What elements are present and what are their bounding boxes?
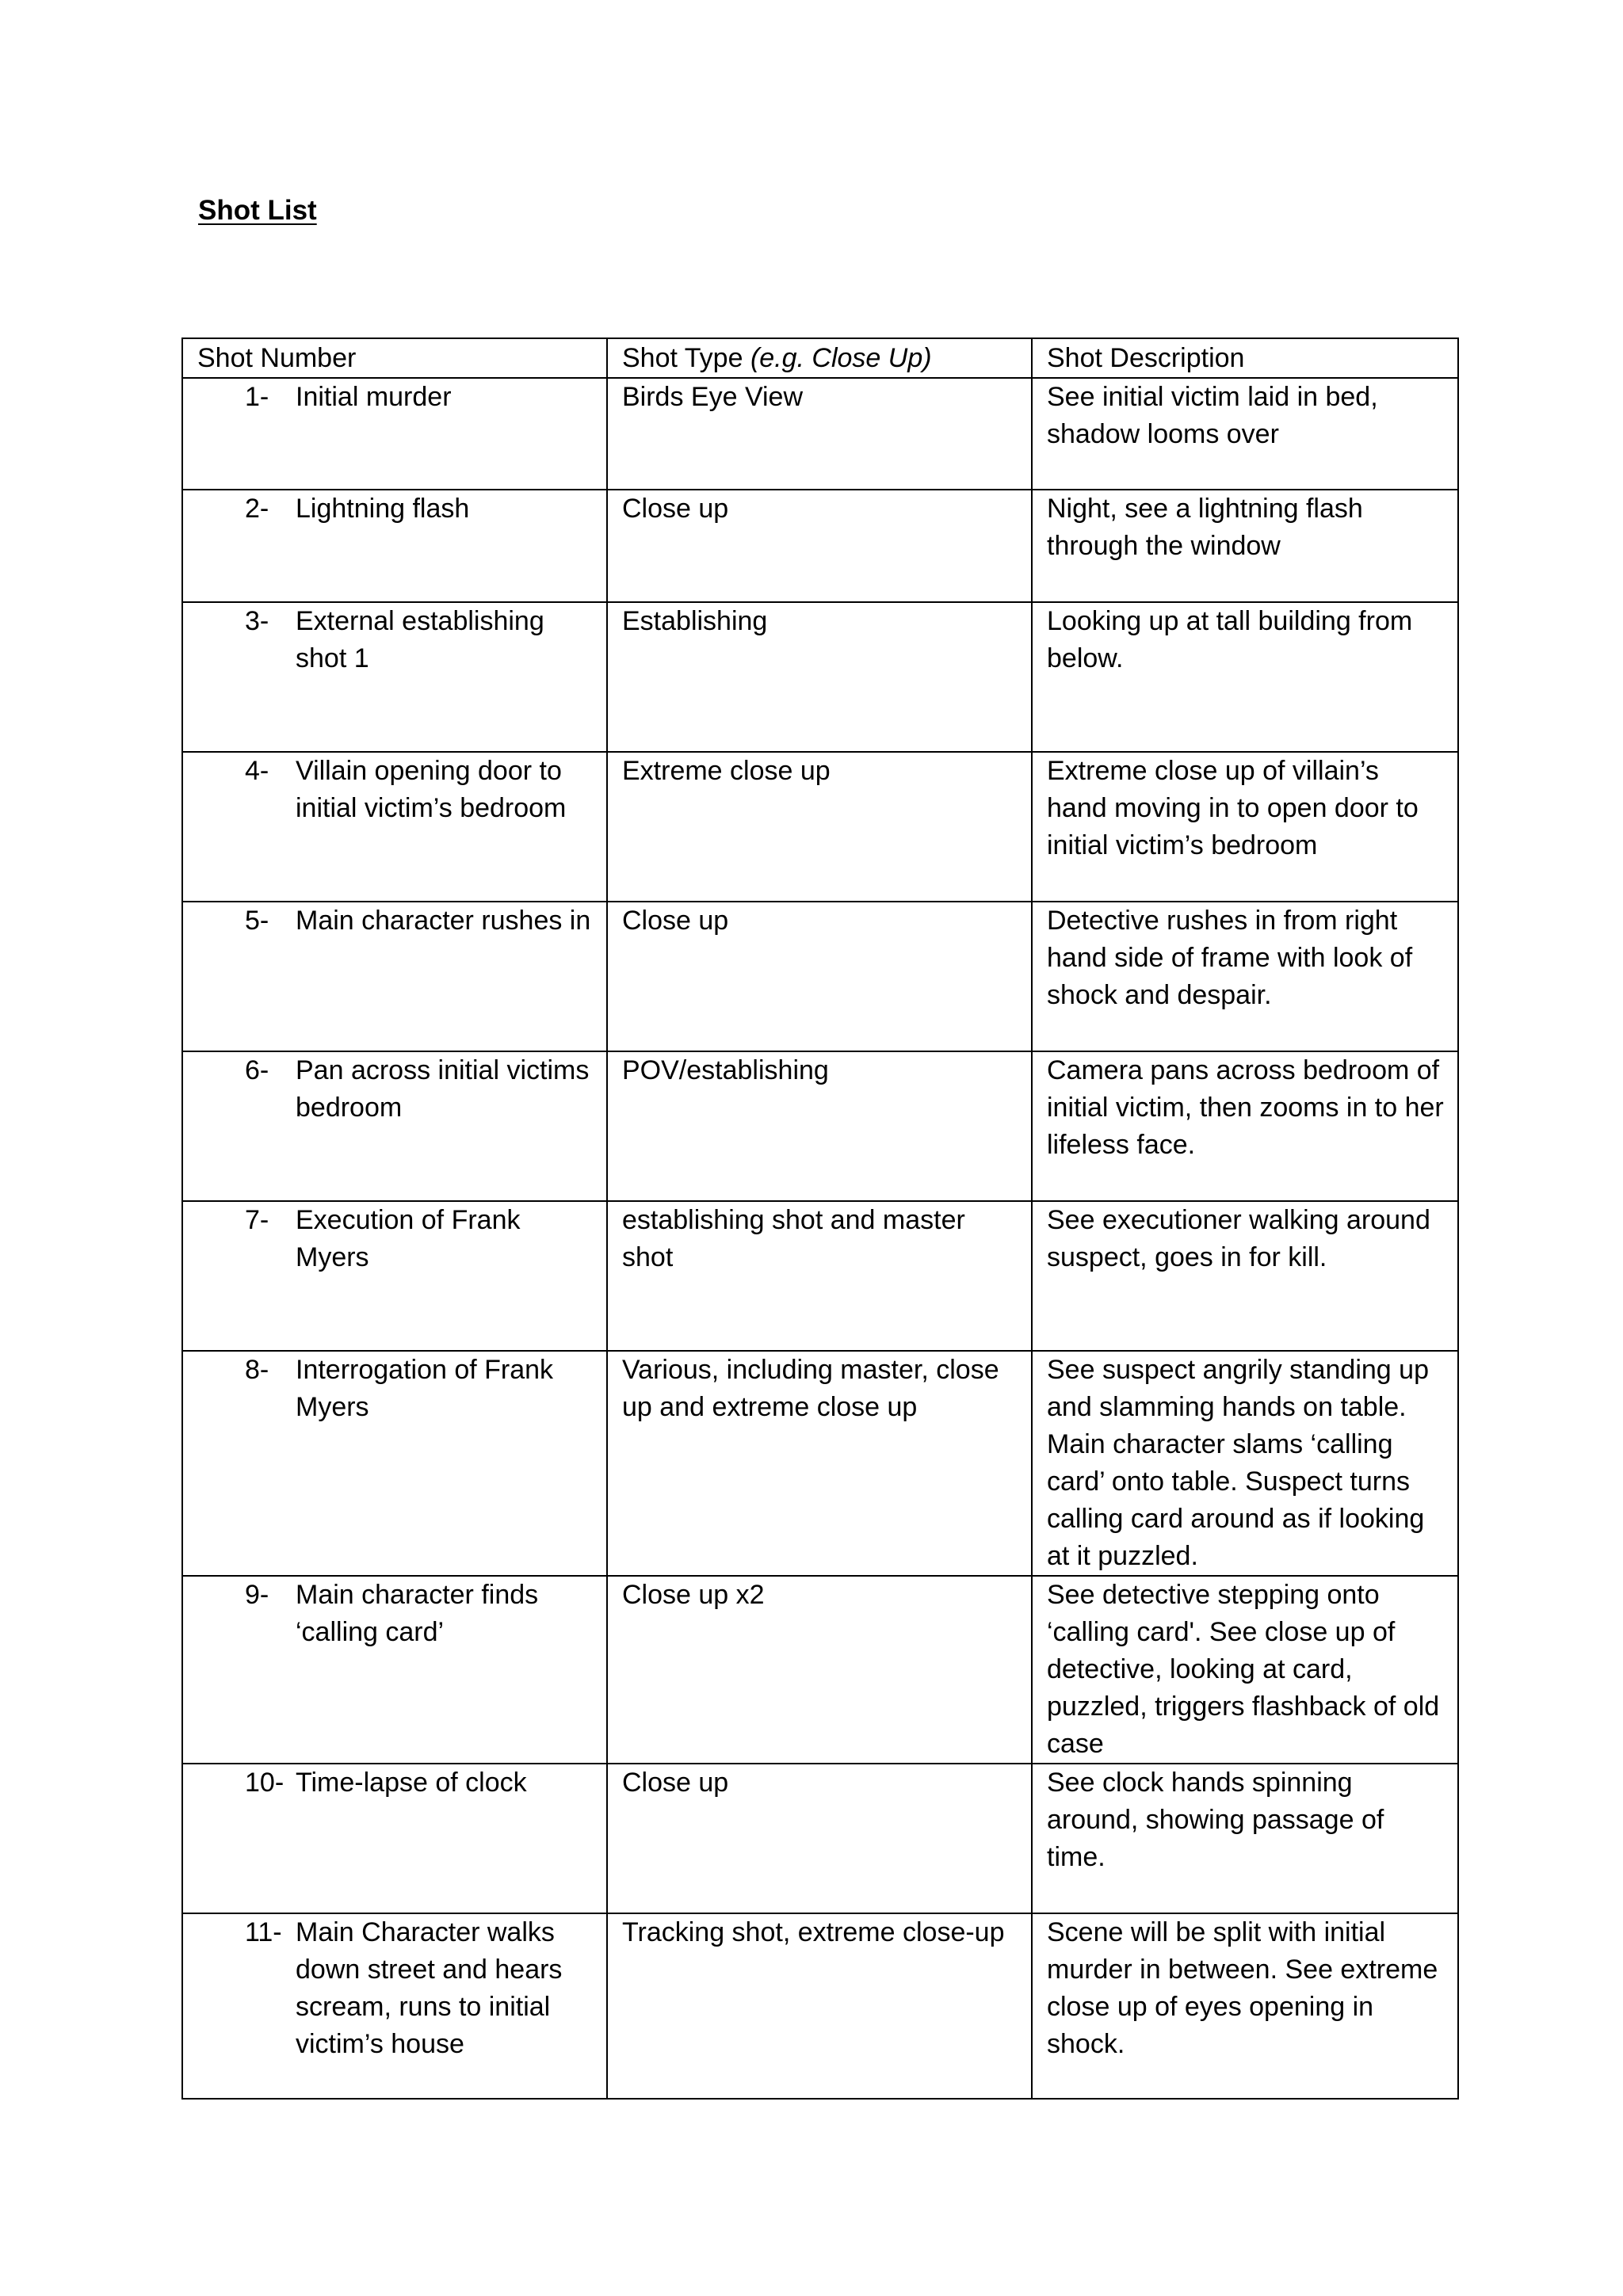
shot-number-cell: [182, 378, 607, 490]
shot-number-cell: [182, 1201, 607, 1351]
header-shot-number: Shot Number: [182, 338, 607, 378]
table-row: [182, 1351, 1458, 1576]
shot-type-cell: establishing shot and master shot: [607, 1201, 1032, 1351]
shot-number-cell: [182, 1351, 607, 1576]
table-row: [182, 752, 1458, 902]
shot-number-cell: [182, 1051, 607, 1201]
shot-number-cell: [182, 490, 607, 602]
shot-name: Interrogation of Frank Myers: [296, 1355, 554, 1422]
header-shot-type: [607, 338, 1032, 378]
shot-type-cell: Tracking shot, extreme close-up: [607, 1913, 1032, 2099]
header-shot-description: Shot Description: [1032, 338, 1458, 378]
shot-type-cell: POV/establishing: [607, 1051, 1032, 1201]
shot-name: Execution of Frank Myers: [296, 1205, 521, 1272]
shot-number: 9-: [245, 1580, 269, 1610]
shot-description-cell: See detective stepping onto ‘calling card'. See close up of detective, looking at card, puzzled, triggers flashback of old case: [1032, 1576, 1458, 1764]
shot-description-cell: See executioner walking around suspect, goes in for kill.: [1032, 1201, 1458, 1351]
table-row: [182, 1913, 1458, 2099]
shot-number-cell: [182, 1913, 607, 2099]
table-row: [182, 902, 1458, 1051]
shot-name: Lightning flash: [296, 494, 470, 524]
shot-name: Main Character walks down street and hears scream, runs to initial victim’s house: [296, 1917, 563, 2059]
shot-number: 6-: [245, 1055, 269, 1085]
shot-description-cell: Extreme close up of villain’s hand moving in to open door to initial victim’s bedroom: [1032, 752, 1458, 902]
shot-name: Pan across initial victims bedroom: [296, 1055, 590, 1123]
table-row: [182, 1576, 1458, 1764]
header-shot-type-example: (e.g. Close Up): [750, 343, 932, 373]
shot-type-cell: Close up: [607, 490, 1032, 602]
shot-type-cell: Close up: [607, 1764, 1032, 1913]
shot-type-cell: Close up: [607, 902, 1032, 1051]
shot-name: Villain opening door to initial victim’s bedroom: [296, 756, 567, 823]
shot-name: Time-lapse of clock: [296, 1768, 527, 1798]
shot-description-cell: Camera pans across bedroom of initial victim, then zooms in to her lifeless face.: [1032, 1051, 1458, 1201]
shot-number: 10-: [245, 1768, 285, 1798]
shot-number-cell: [182, 752, 607, 902]
shot-name: External establishing shot 1: [296, 606, 544, 673]
shot-description-cell: See clock hands spinning around, showing passage of time.: [1032, 1764, 1458, 1913]
shot-name: Initial murder: [296, 382, 452, 412]
shot-number: 7-: [245, 1205, 269, 1235]
shot-type-cell: Birds Eye View: [607, 378, 1032, 490]
shot-number: 8-: [245, 1355, 269, 1385]
shot-description-cell: Scene will be split with initial murder in between. See extreme close up of eyes opening in shock.: [1032, 1913, 1458, 2099]
shot-type-cell: Establishing: [607, 602, 1032, 752]
shot-description-cell: Detective rushes in from right hand side of frame with look of shock and despair.: [1032, 902, 1458, 1051]
shot-number: 3-: [245, 606, 269, 636]
shot-number-cell: [182, 602, 607, 752]
shot-type-cell: Extreme close up: [607, 752, 1032, 902]
shot-number: 4-: [245, 756, 269, 786]
shot-name: Main character rushes in: [296, 906, 591, 936]
shot-number-cell: [182, 1764, 607, 1913]
table-header-row: [182, 338, 1458, 378]
header-shot-type-label: Shot Type: [622, 343, 750, 373]
shot-description-cell: See initial victim laid in bed, shadow looms over: [1032, 378, 1458, 490]
shot-number: 11-: [245, 1917, 282, 1947]
shot-description-cell: See suspect angrily standing up and slamming hands on table. Main character slams ‘calling card’ onto table. Suspect turns calling card around as if looking at it puzzled.: [1032, 1351, 1458, 1576]
table-row: [182, 1051, 1458, 1201]
shot-description-cell: Looking up at tall building from below.: [1032, 602, 1458, 752]
shot-number: 2-: [245, 494, 269, 524]
page-title: Shot List: [198, 195, 317, 226]
table-row: [182, 1201, 1458, 1351]
table-row: [182, 602, 1458, 752]
shot-type-cell: Close up x2: [607, 1576, 1032, 1764]
table-row: [182, 1764, 1458, 1913]
shot-number: 1-: [245, 382, 269, 412]
table-row: [182, 490, 1458, 602]
shot-number-cell: [182, 902, 607, 1051]
shot-number-cell: [182, 1576, 607, 1764]
table-row: [182, 378, 1458, 490]
shot-type-cell: Various, including master, close up and extreme close up: [607, 1351, 1032, 1576]
shot-number: 5-: [245, 906, 269, 936]
shot-list-table: [181, 338, 1459, 2100]
shot-description-cell: Night, see a lightning flash through the window: [1032, 490, 1458, 602]
shot-name: Main character finds ‘calling card’: [296, 1580, 539, 1647]
